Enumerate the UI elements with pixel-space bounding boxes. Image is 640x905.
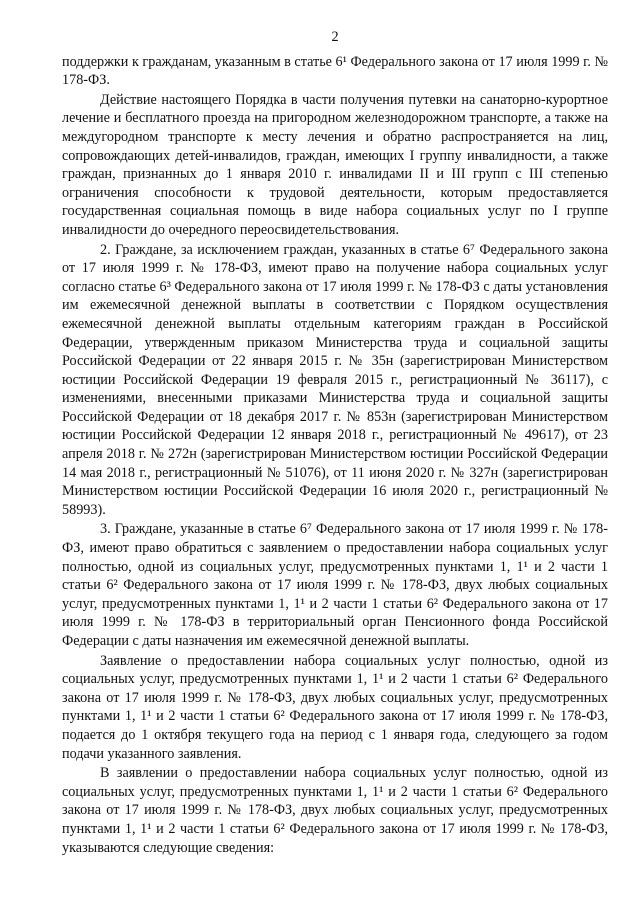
paragraph-2: 2. Граждане, за исключением граждан, указанных в статье 6⁷ Федерального закона от 17 июля 1999 г. № 178-ФЗ, имеют право на получение набора социальных услуг согласно статье 6³ Федерального закона от 17 июля 1999 г. № 178-ФЗ с даты установления им ежемесячной денежной выплаты в соответствии с Порядком осуществления ежемесячной денежной выплаты отдельным категориям граждан в Российской Федерации, утвержденным приказом Министерства труда и социальной защиты Российской Федерации от 22 января 2015 г. № 35н (зарегистрирован Министерством юстиции Российской Федерации 19 февраля 2015 г., регистрационный № 36117), с изменениями, внесенными приказами Министерства труда и социальной защиты Российской Федерации от 18 декабря 2017 г. № 853н (зарегистрирован Министерством юстиции Российской Федерации 12 января 2018 г., регистрационный № 49617), от 23 апреля 2018 г. № 272н (зарегистрирован Министерством юстиции Российской Федерации 14 мая 2018 г., регистрационный № 51076), от 11 июня 2020 г. № 327н (зарегистрирован Министерством юстиции Российской Федерации 16 июля 2020 г., регистрационный № 58993). <box>62 241 608 518</box>
paragraph-0: поддержки к гражданам, указанным в статье 6¹ Федерального закона от 17 июля 1999 г. № 178-ФЗ. <box>62 53 608 89</box>
paragraph-4: Заявление о предоставлении набора социальных услуг полностью, одной из социальных услуг, предусмотренных пунктами 1, 1¹ и 2 части 1 статьи 6² Федерального закона от 17 июля 1999 г. № 178-ФЗ, двух любых социальных услуг, предусмотренных пунктами 1, 1¹ и 2 части 1 статьи 6² Федерального закона от 17 июля 1999 г. № 178-ФЗ, подается до 1 октября текущего года на период с 1 января года, следующего за годом подачи указанного заявления. <box>62 652 608 762</box>
paragraph-5: В заявлении о предоставлении набора социальных услуг полностью, одной из социальных услуг, предусмотренных пунктами 1, 1¹ и 2 части 1 статьи 6² Федерального закона от 17 июля 1999 г. № 178-ФЗ, двух любых социальных услуг, предусмотренных пунктами 1, 1¹ и 2 части 1 статьи 6² Федерального закона от 17 июля 1999 г. № 178-ФЗ, указываются следующие сведения: <box>62 765 608 856</box>
document-page <box>62 28 608 858</box>
paragraph-1: Действие настоящего Порядка в части получения путевки на санаторно-курортное лечение и бесплатного проезда на пригородном железнодорожном транспорте, а также на междугородном транспорте к месту лечения и обратно распространяется на лиц, сопровождающих детей-инвалидов, граждан, имеющих I группу инвалидности, а также граждан, признанных до 1 января 2010 г. инвалидами II и III групп с III степенью ограничения способности к трудовой деятельности, которым предоставляется государственная социальная помощь в виде набора социальных услуг по I группе инвалидности до очередного переосвидетельствования. <box>62 91 608 238</box>
paragraph-3: 3. Граждане, указанные в статье 6⁷ Федерального закона от 17 июля 1999 г. № 178-ФЗ, имеют право обратиться с заявлением о предоставлении набора социальных услуг полностью, одной из социальных услуг, предусмотренных пунктами 1, 1¹ и 2 части 1 статьи 6² Федерального закона от 17 июля 1999 г. № 178-ФЗ, двух любых социальных услуг, предусмотренных пунктами 1, 1¹ и 2 части 1 статьи 6² Федерального закона от 17 июля 1999 г. № 178-ФЗ в территориальный орган Пенсионного фонда Российской Федерации с даты назначения им ежемесячной денежной выплаты. <box>62 521 608 649</box>
page-number: 2 <box>331 29 339 45</box>
